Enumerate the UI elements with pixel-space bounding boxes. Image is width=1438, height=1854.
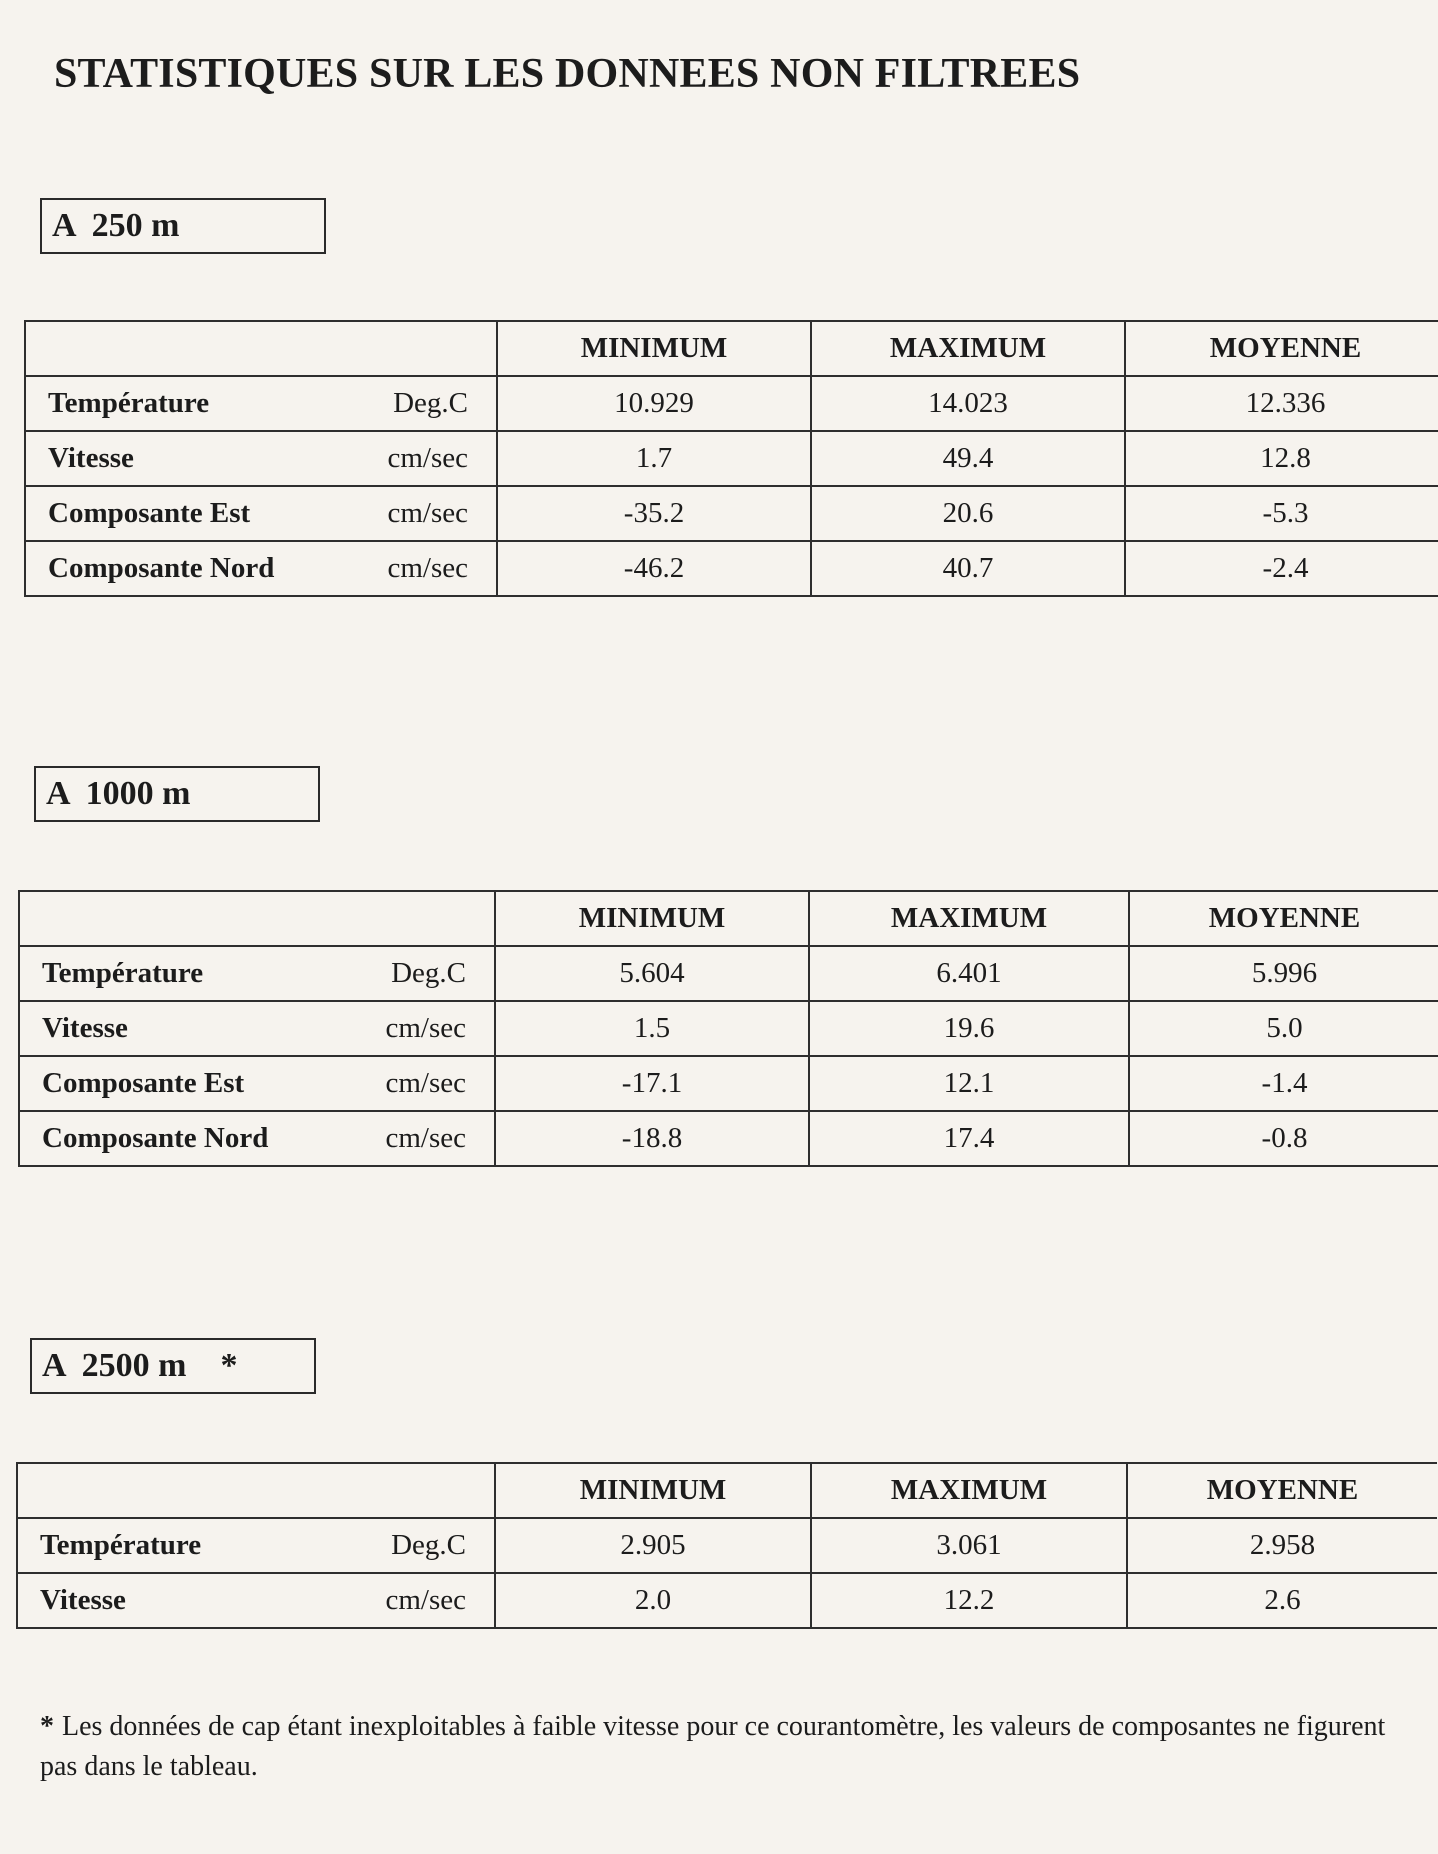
header-moyenne: MOYENNE <box>1125 321 1438 376</box>
section-label-text: A 1000 m <box>46 775 191 812</box>
min-value: 2.905 <box>495 1518 811 1573</box>
max-value: 20.6 <box>811 486 1125 541</box>
section-label-2500m <box>30 1338 316 1394</box>
header-maximum: MAXIMUM <box>809 891 1129 946</box>
param-label: Composante Nord <box>19 1111 353 1166</box>
footnote-text: Les données de cap étant inexploitables à faible vitesse pour ce courantomètre, les valeurs de composantes ne figurent pas dans le tableau. <box>40 1711 1386 1782</box>
table-header-row <box>17 1463 1437 1518</box>
mean-value: 12.8 <box>1125 431 1438 486</box>
header-moyenne: MOYENNE <box>1127 1463 1437 1518</box>
unit-label: cm/sec <box>353 1056 495 1111</box>
mean-value: 2.6 <box>1127 1573 1437 1628</box>
page-title: STATISTIQUES SUR LES DONNEES NON FILTREES <box>54 51 1081 97</box>
header-blank-cell <box>19 891 495 946</box>
header-minimum: MINIMUM <box>497 321 811 376</box>
table-row <box>17 1573 1437 1628</box>
unit-label: cm/sec <box>355 541 497 596</box>
min-value: 5.604 <box>495 946 809 1001</box>
min-value: -18.8 <box>495 1111 809 1166</box>
header-minimum: MINIMUM <box>495 1463 811 1518</box>
param-label: Température <box>19 946 353 1001</box>
unit-label: cm/sec <box>355 431 497 486</box>
stats-table-2500m <box>16 1462 1437 1629</box>
max-value: 49.4 <box>811 431 1125 486</box>
section-label-1000m <box>34 766 320 822</box>
param-label: Composante Nord <box>25 541 355 596</box>
param-label: Température <box>25 376 355 431</box>
header-blank-cell <box>25 321 497 376</box>
header-moyenne: MOYENNE <box>1129 891 1438 946</box>
max-value: 40.7 <box>811 541 1125 596</box>
min-value: 2.0 <box>495 1573 811 1628</box>
max-value: 14.023 <box>811 376 1125 431</box>
min-value: 1.7 <box>497 431 811 486</box>
unit-label: cm/sec <box>355 486 497 541</box>
table-row <box>19 946 1438 1001</box>
param-label: Température <box>17 1518 353 1573</box>
min-value: -46.2 <box>497 541 811 596</box>
section-label-text: A 250 m <box>52 207 180 244</box>
unit-label: cm/sec <box>353 1111 495 1166</box>
max-value: 6.401 <box>809 946 1129 1001</box>
asterisk-mark: * <box>220 1347 238 1384</box>
table-row <box>19 1056 1438 1111</box>
header-maximum: MAXIMUM <box>811 1463 1127 1518</box>
param-label: Composante Est <box>25 486 355 541</box>
max-value: 12.2 <box>811 1573 1127 1628</box>
table-row <box>25 486 1438 541</box>
unit-label: cm/sec <box>353 1573 495 1628</box>
mean-value: -2.4 <box>1125 541 1438 596</box>
param-label: Vitesse <box>25 431 355 486</box>
max-value: 19.6 <box>809 1001 1129 1056</box>
unit-label: Deg.C <box>355 376 497 431</box>
header-minimum: MINIMUM <box>495 891 809 946</box>
header-blank-cell <box>17 1463 495 1518</box>
param-label: Vitesse <box>17 1573 353 1628</box>
max-value: 3.061 <box>811 1518 1127 1573</box>
mean-value: 5.996 <box>1129 946 1438 1001</box>
table-row <box>17 1518 1437 1573</box>
mean-value: 2.958 <box>1127 1518 1437 1573</box>
mean-value: -0.8 <box>1129 1111 1438 1166</box>
mean-value: -5.3 <box>1125 486 1438 541</box>
min-value: -35.2 <box>497 486 811 541</box>
min-value: 1.5 <box>495 1001 809 1056</box>
footnote <box>40 1707 1400 1787</box>
unit-label: cm/sec <box>353 1001 495 1056</box>
unit-label: Deg.C <box>353 1518 495 1573</box>
table-row <box>25 541 1438 596</box>
param-label: Vitesse <box>19 1001 353 1056</box>
min-value: -17.1 <box>495 1056 809 1111</box>
mean-value: -1.4 <box>1129 1056 1438 1111</box>
table-row <box>25 376 1438 431</box>
unit-label: Deg.C <box>353 946 495 1001</box>
table-header-row <box>19 891 1438 946</box>
section-label-text: A 2500 m <box>42 1347 187 1384</box>
header-maximum: MAXIMUM <box>811 321 1125 376</box>
min-value: 10.929 <box>497 376 811 431</box>
mean-value: 5.0 <box>1129 1001 1438 1056</box>
table-row <box>19 1111 1438 1166</box>
stats-table-1000m <box>18 890 1438 1167</box>
footnote-asterisk: * <box>40 1711 54 1742</box>
section-label-250m <box>40 198 326 254</box>
max-value: 17.4 <box>809 1111 1129 1166</box>
table-row <box>19 1001 1438 1056</box>
max-value: 12.1 <box>809 1056 1129 1111</box>
mean-value: 12.336 <box>1125 376 1438 431</box>
param-label: Composante Est <box>19 1056 353 1111</box>
stats-table-250m <box>24 320 1438 597</box>
table-header-row <box>25 321 1438 376</box>
table-row <box>25 431 1438 486</box>
